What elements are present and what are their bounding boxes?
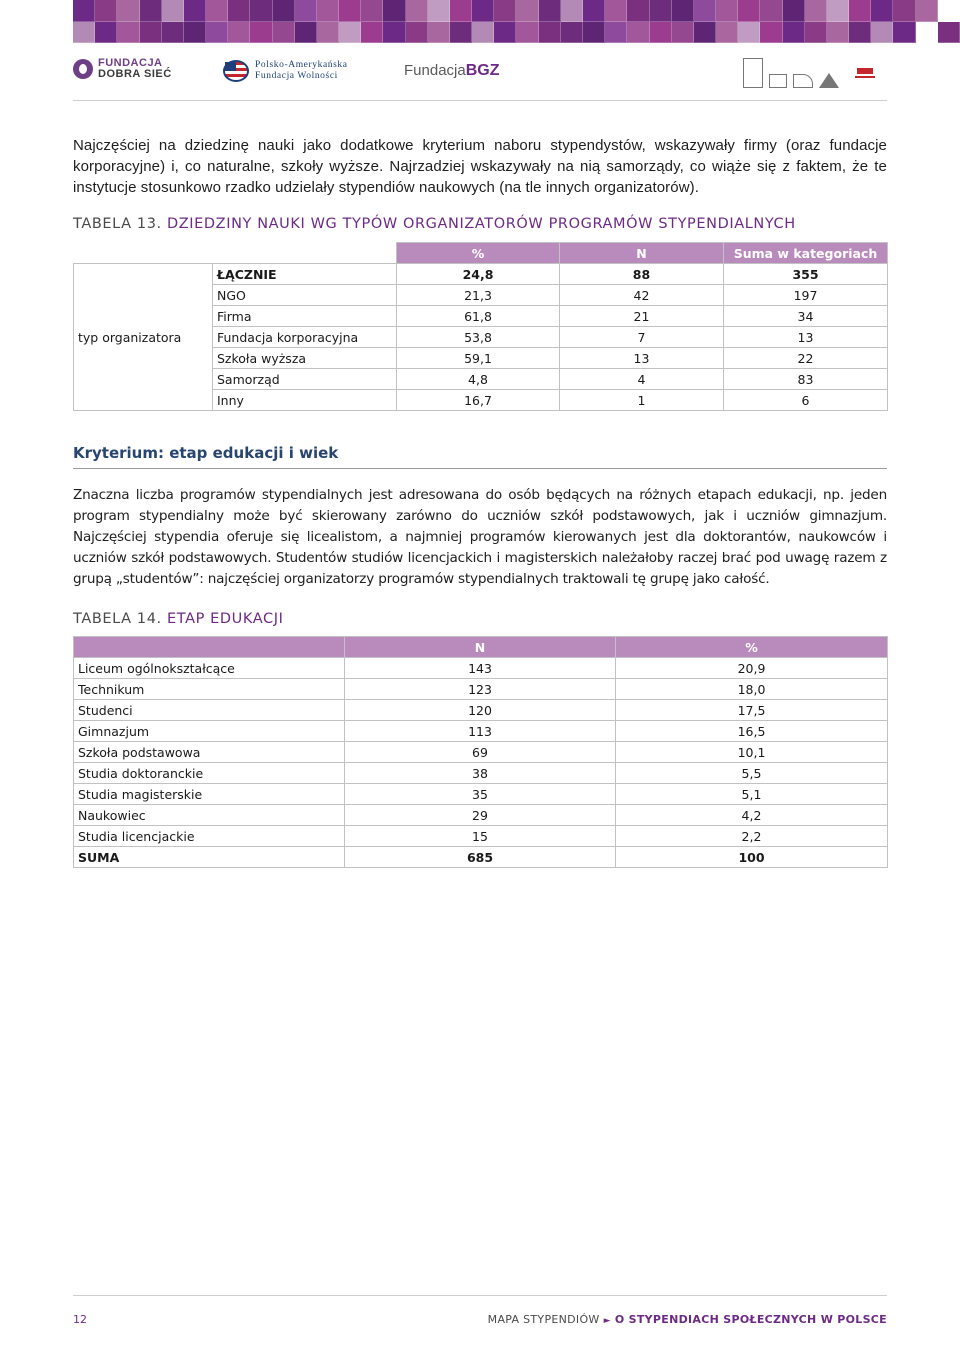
mosaic-tile — [938, 0, 960, 22]
table13-cell-n: 42 — [560, 285, 724, 306]
table14-cell-pct: 17,5 — [616, 700, 888, 721]
table13-caption — [73, 216, 796, 232]
mosaic-tile — [827, 22, 849, 44]
table14-cell-label: Studia licencjackie — [74, 826, 345, 847]
table14-cell-label: Gimnazjum — [74, 721, 345, 742]
mosaic-tile — [916, 0, 938, 22]
table13-cell-n: 88 — [560, 264, 724, 285]
mosaic-tile — [650, 22, 672, 44]
mosaic-tile — [472, 0, 494, 22]
table14-cell-pct: 5,1 — [616, 784, 888, 805]
mosaic-tile — [295, 0, 317, 22]
mosaic-tile — [472, 22, 494, 44]
table13-cell-label: Samorząd — [213, 369, 397, 390]
table13 — [73, 242, 888, 411]
mosaic-tile — [184, 0, 206, 22]
mosaic-tile — [694, 0, 716, 22]
table14-total-pct: 100 — [616, 847, 888, 868]
fds-symbol-icon — [73, 59, 93, 79]
table14-cell-pct: 16,5 — [616, 721, 888, 742]
table-row — [74, 805, 888, 826]
mosaic-tile — [672, 22, 694, 44]
mosaic-tile — [849, 0, 871, 22]
table14-cell-pct: 10,1 — [616, 742, 888, 763]
mosaic-tile — [206, 22, 228, 44]
table13-cell-label: Szkoła wyższa — [213, 348, 397, 369]
section-title: Kryterium: etap edukacji i wiek — [73, 444, 887, 469]
fds-logo-line1: FUNDACJA — [98, 57, 163, 69]
pafw-logo-line2: Fundacja Wolności — [255, 71, 338, 81]
mosaic-tile — [738, 0, 760, 22]
mosaic-tile — [583, 22, 605, 44]
table14-cell-n: 38 — [345, 763, 616, 784]
mosaic-tile — [938, 22, 960, 44]
table14-cell-label: Technikum — [74, 679, 345, 700]
mosaic-tile — [250, 0, 272, 22]
mosaic-tile — [406, 22, 428, 44]
table13-cell-n: 7 — [560, 327, 724, 348]
mosaic-tile — [273, 0, 295, 22]
table-row — [74, 826, 888, 847]
table13-header-row — [74, 243, 888, 264]
table-row — [74, 721, 888, 742]
table13-cell-label: Inny — [213, 390, 397, 411]
mosaic-tile — [716, 0, 738, 22]
mosaic-tile — [738, 22, 760, 44]
mosaic-tile — [450, 0, 472, 22]
table13-header-sum: Suma w kategoriach — [724, 243, 888, 264]
table13-header-pct: % — [397, 243, 560, 264]
table13-cell-pct: 16,7 — [397, 390, 560, 411]
table-row — [74, 658, 888, 679]
mosaic-tile — [827, 0, 849, 22]
table13-cell-label: NGO — [213, 285, 397, 306]
table13-cell-sum: 34 — [724, 306, 888, 327]
mosaic-tile — [583, 0, 605, 22]
page-number: 12 — [73, 1313, 87, 1326]
table13-cell-sum: 6 — [724, 390, 888, 411]
table13-corner — [74, 243, 213, 264]
mosaic-tile — [849, 22, 871, 44]
mosaic-tile — [250, 22, 272, 44]
table14-cell-label: Studia magisterskie — [74, 784, 345, 805]
table13-cell-pct: 24,8 — [397, 264, 560, 285]
arrow-right-icon: ► — [603, 1316, 611, 1326]
mosaic-tile — [627, 0, 649, 22]
mosaic-tile — [184, 22, 206, 44]
table14-cell-pct: 18,0 — [616, 679, 888, 700]
mosaic-tile — [783, 0, 805, 22]
table13-cell-sum: 197 — [724, 285, 888, 306]
mosaic-tile — [871, 22, 893, 44]
table13-cell-n: 13 — [560, 348, 724, 369]
table13-row-label: typ organizatora — [74, 264, 213, 411]
table13-corner2 — [213, 243, 397, 264]
partner-logos — [73, 56, 887, 92]
table13-cell-label: Fundacja korporacyjna — [213, 327, 397, 348]
table14-cell-n: 35 — [345, 784, 616, 805]
table14-total-row — [74, 847, 888, 868]
mosaic-tile — [206, 0, 228, 22]
mosaic-tile — [805, 0, 827, 22]
table14-header-pct: % — [616, 637, 888, 658]
mosaic-tile — [716, 22, 738, 44]
mosaic-tile — [117, 0, 139, 22]
table-row — [74, 763, 888, 784]
mosaic-tile — [406, 0, 428, 22]
mosaic-tile — [317, 22, 339, 44]
footer-title — [488, 1313, 887, 1326]
table13-cell-n: 1 — [560, 390, 724, 411]
table13-cell-sum: 83 — [724, 369, 888, 390]
mosaic-tile — [73, 22, 95, 44]
mosaic-tile — [162, 22, 184, 44]
pafw-logo — [223, 60, 348, 82]
mosaic-tile — [650, 0, 672, 22]
table14-caption-number: TABELA 14. — [73, 611, 162, 627]
table13-cell-sum: 22 — [724, 348, 888, 369]
fundacja-bgz-logo — [404, 62, 500, 80]
mosaic-tile — [228, 0, 250, 22]
table14-cell-label: Szkoła podstawowa — [74, 742, 345, 763]
table13-header-n: N — [560, 243, 724, 264]
mosaic-tile — [760, 22, 782, 44]
bgz-logo-brand: BGZ — [465, 62, 500, 79]
mosaic-tile — [605, 0, 627, 22]
mosaic-tile — [361, 0, 383, 22]
mosaic-tile — [162, 0, 184, 22]
table14-total-label: SUMA — [74, 847, 345, 868]
mosaic-tile — [561, 22, 583, 44]
mosaic-tile — [516, 0, 538, 22]
mosaic-tile — [361, 22, 383, 44]
table14-cell-n: 69 — [345, 742, 616, 763]
fds-logo-line2: DOBRA SIEĆ — [98, 68, 172, 80]
table13-cell-pct: 59,1 — [397, 348, 560, 369]
mosaic-tile — [893, 22, 915, 44]
mosaic-tile — [273, 22, 295, 44]
table13-cell-label: Firma — [213, 306, 397, 327]
mosaic-tile — [672, 0, 694, 22]
intro-paragraph: Najczęściej na dziedzinę nauki jako dodatkowe kryterium naboru stypendystów, wskazywały firmy (oraz fundacje korporacyjne) i, co naturalne, szkoły wyższe. Najrzadziej wskazywały na nią samorządy, co wiąże się z faktem, że te instytucje stosunkowo rzadko udzielały stypendiów naukowych (na tle innych organizatorów). — [73, 137, 887, 196]
table14-cell-label: Studenci — [74, 700, 345, 721]
footer-divider — [73, 1295, 887, 1296]
table13-cell-pct: 4,8 — [397, 369, 560, 390]
table14-header-row — [74, 637, 888, 658]
table14-cell-n: 113 — [345, 721, 616, 742]
table14-cell-label: Naukowiec — [74, 805, 345, 826]
mosaic-tile — [760, 0, 782, 22]
mosaic-tile — [339, 0, 361, 22]
red-emblem-icon — [855, 58, 875, 88]
mosaic-tile — [140, 0, 162, 22]
mosaic-tile — [605, 22, 627, 44]
mosaic-tile — [494, 22, 516, 44]
table13-cell-pct: 61,8 — [397, 306, 560, 327]
fundacja-dobra-siec-logo — [73, 58, 172, 80]
mosaic-tile — [428, 0, 450, 22]
table-row — [74, 700, 888, 721]
footer-publication: MAPA STYPENDIÓW — [487, 1313, 600, 1326]
bgz-logo-prefix: Fundacja — [404, 62, 466, 79]
table14-cell-pct: 4,2 — [616, 805, 888, 826]
table13-caption-number: TABELA 13. — [73, 216, 162, 232]
mosaic-tile — [117, 22, 139, 44]
table14-header-n: N — [345, 637, 616, 658]
mosaic-tile — [95, 22, 117, 44]
table14-cell-n: 15 — [345, 826, 616, 847]
table13-cell-sum: 13 — [724, 327, 888, 348]
table14-caption-title: ETAP EDUKACJI — [166, 611, 284, 627]
mosaic-tile — [339, 22, 361, 44]
mosaic-tile — [140, 22, 162, 44]
table-row — [74, 679, 888, 700]
mosaic-tile — [627, 22, 649, 44]
table13-cell-n: 21 — [560, 306, 724, 327]
flag-emblem-icon — [223, 60, 249, 82]
table14-caption — [73, 611, 284, 627]
mosaic-tile — [450, 22, 472, 44]
header-mosaic — [73, 0, 960, 43]
table-row — [74, 742, 888, 763]
publication-pictograms — [743, 58, 875, 88]
mosaic-tile — [295, 22, 317, 44]
table-row — [74, 784, 888, 805]
table14-cell-pct: 2,2 — [616, 826, 888, 847]
table14-cell-label: Liceum ogólnokształcące — [74, 658, 345, 679]
table14-cell-n: 123 — [345, 679, 616, 700]
footer-subtitle: O STYPENDIACH SPOŁECZNYCH W POLSCE — [614, 1313, 887, 1326]
mosaic-tile — [383, 22, 405, 44]
mosaic-tile — [95, 0, 117, 22]
mosaic-tile — [539, 22, 561, 44]
table13-cell-label: ŁĄCZNIE — [213, 264, 397, 285]
mosaic-tile — [893, 0, 915, 22]
mosaic-tile — [317, 0, 339, 22]
mosaic-tile — [561, 0, 583, 22]
table13-caption-title: DZIEDZINY NAUKI WG TYPÓW ORGANIZATORÓW PROGRAMÓW STYPENDIALNYCH — [166, 216, 796, 232]
table14-cell-n: 120 — [345, 700, 616, 721]
triangle-icon — [819, 73, 839, 88]
table14-total-n: 685 — [345, 847, 616, 868]
box-outline-icon — [769, 74, 787, 88]
table14 — [73, 636, 888, 868]
table13-cell-n: 4 — [560, 369, 724, 390]
folded-shape-icon — [793, 74, 813, 88]
mosaic-tile — [494, 0, 516, 22]
mosaic-tile — [916, 22, 938, 44]
mosaic-tile — [694, 22, 716, 44]
table13-cell-sum: 355 — [724, 264, 888, 285]
table14-cell-pct: 20,9 — [616, 658, 888, 679]
table14-cell-n: 143 — [345, 658, 616, 679]
table14-cell-pct: 5,5 — [616, 763, 888, 784]
mosaic-tile — [228, 22, 250, 44]
education-paragraph: Znaczna liczba programów stypendialnych jest adresowana do osób będących na różnych etapach edukacji, np. jeden program stypendialny może być skierowany zarówno do uczniów szkół podstawowych, jak i uczniów gimnazjum. Najczęściej stypendia oferuje się licealistom, a najmniej programów kierowanych jest dla doktorantów, naukowców i uczniów szkół podstawowych. Studentów studiów licencjackich i magisterskich należałoby raczej brać pod uwagę razem z grupą „studentów”: najczęściej organizatorzy programów stypendialnych traktowali tę grupę jako całość. — [73, 487, 887, 587]
header-divider — [73, 100, 887, 101]
mosaic-tile — [783, 22, 805, 44]
table14-header-label — [74, 637, 345, 658]
mosaic-tile — [516, 22, 538, 44]
table13-cell-pct: 53,8 — [397, 327, 560, 348]
mosaic-tile — [539, 0, 561, 22]
mosaic-tile — [383, 0, 405, 22]
table-row — [74, 264, 888, 285]
pafw-logo-line1: Polsko-Amerykańska — [255, 60, 348, 70]
page-outline-icon — [743, 58, 763, 88]
table14-cell-label: Studia doktoranckie — [74, 763, 345, 784]
table13-cell-pct: 21,3 — [397, 285, 560, 306]
mosaic-tile — [428, 22, 450, 44]
mosaic-tile — [73, 0, 95, 22]
table14-cell-n: 29 — [345, 805, 616, 826]
mosaic-tile — [805, 22, 827, 44]
mosaic-tile — [871, 0, 893, 22]
